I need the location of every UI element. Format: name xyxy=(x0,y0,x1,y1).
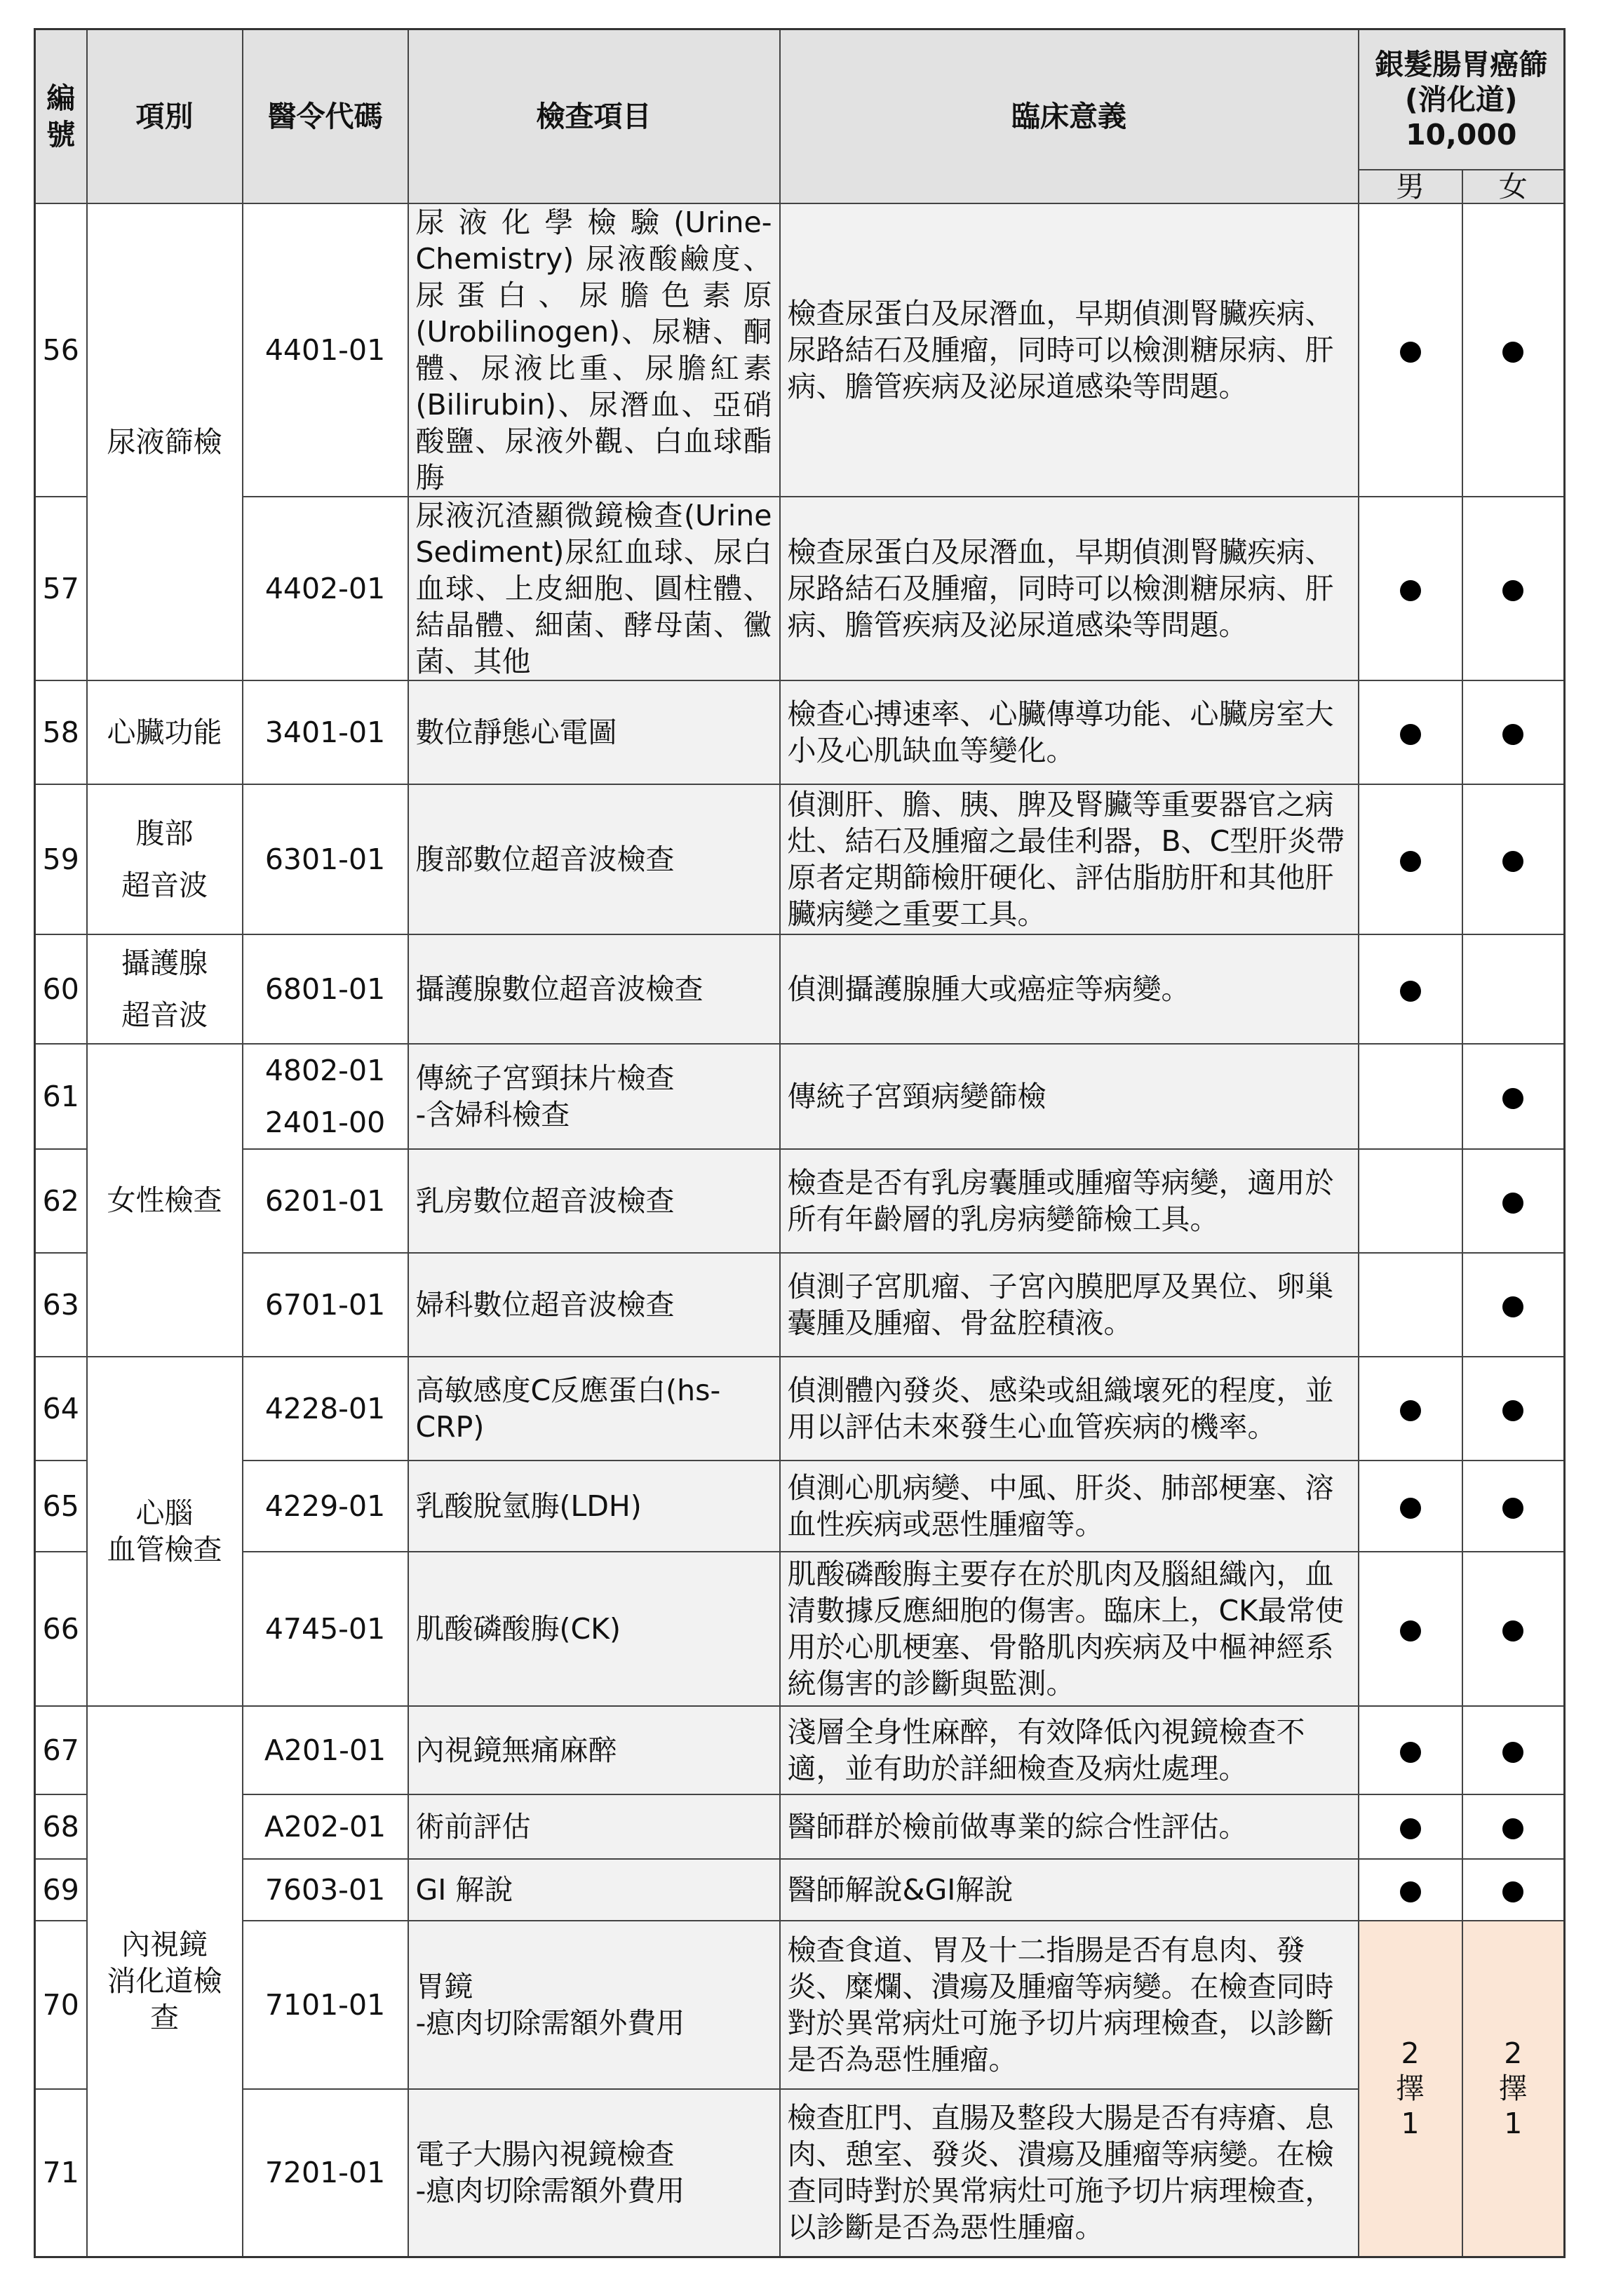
row-item: 傳統子宮頸抹片檢查 -含婦科檢查 xyxy=(408,1044,780,1149)
package-price: 10,000 xyxy=(1406,117,1517,152)
row-number: 63 xyxy=(35,1253,87,1357)
female-mark xyxy=(1462,1461,1565,1552)
category-endoscopy: 內視鏡 消化道檢查 xyxy=(87,1706,243,2257)
row-number: 68 xyxy=(35,1794,87,1859)
dot-icon xyxy=(1502,1400,1523,1421)
header-male: 男 xyxy=(1359,170,1462,203)
female-mark xyxy=(1462,1794,1565,1859)
female-mark xyxy=(1462,934,1565,1044)
row-item: 乳酸脫氫脢(LDH) xyxy=(408,1461,780,1552)
row-code: 6201-01 xyxy=(243,1149,408,1253)
row-meaning: 檢查肛門、直腸及整段大腸是否有痔瘡、息肉、憩室、發炎、潰瘍及腫瘤等病變。在檢查同時對於異常病灶可施予切片病理檢查，以診斷是否為惡性腫瘤。 xyxy=(780,2089,1359,2257)
row-meaning: 偵測體內發炎、感染或組織壞死的程度，並用以評估未來發生心血管疾病的機率。 xyxy=(780,1357,1359,1461)
exam-table xyxy=(34,28,1566,2258)
table-row xyxy=(35,1921,1565,2089)
dot-icon xyxy=(1502,1296,1523,1317)
row-code: 4401-01 xyxy=(243,203,408,497)
male-mark xyxy=(1359,1149,1462,1253)
dot-icon xyxy=(1400,1620,1421,1642)
row-meaning: 偵測攝護腺腫大或癌症等病變。 xyxy=(780,934,1359,1044)
row-item: 內視鏡無痛麻醉 xyxy=(408,1706,780,1794)
row-item: 乳房數位超音波檢查 xyxy=(408,1149,780,1253)
row-number: 57 xyxy=(35,497,87,680)
male-mark xyxy=(1359,1357,1462,1461)
table-row xyxy=(35,2089,1565,2257)
table-row xyxy=(35,497,1565,680)
row-meaning: 醫師群於檢前做專業的綜合性評估。 xyxy=(780,1794,1359,1859)
table-row xyxy=(35,680,1565,784)
header-category: 項別 xyxy=(87,29,243,203)
table-row xyxy=(35,934,1565,1044)
category-cardio: 心腦 血管檢查 xyxy=(87,1357,243,1706)
row-number: 61 xyxy=(35,1044,87,1149)
dot-icon xyxy=(1400,1881,1421,1902)
row-item: 尿液化學檢驗(Urine-Chemistry) 尿液酸鹼度、尿蛋白、尿膽色素原(Urobilinogen)、尿糖、酮體、尿液比重、尿膽紅素 (Bilirubin)、尿潛血、亞硝酸鹽、尿液外觀、白血球酯脢 xyxy=(408,203,780,497)
row-meaning: 檢查尿蛋白及尿潛血，早期偵測腎臟疾病、尿路結石及腫瘤，同時可以檢測糖尿病、肝病、膽管疾病及泌尿道感染等問題。 xyxy=(780,203,1359,497)
row-code: 7201-01 xyxy=(243,2089,408,2257)
dot-icon xyxy=(1400,1742,1421,1763)
male-mark xyxy=(1359,1044,1462,1149)
dot-icon xyxy=(1400,580,1421,601)
dot-icon xyxy=(1502,580,1523,601)
female-mark xyxy=(1462,680,1565,784)
header-package xyxy=(1359,29,1565,170)
row-code: 4228-01 xyxy=(243,1357,408,1461)
female-mark xyxy=(1462,1859,1565,1921)
table-row xyxy=(35,1044,1565,1149)
row-meaning: 偵測子宮肌瘤、子宮內膜肥厚及異位、卵巢囊腫及腫瘤、骨盆腔積液。 xyxy=(780,1253,1359,1357)
row-meaning: 檢查心搏速率、心臟傳導功能、心臟房室大小及心肌缺血等變化。 xyxy=(780,680,1359,784)
table-row xyxy=(35,784,1565,934)
dot-icon xyxy=(1502,1088,1523,1109)
dot-icon xyxy=(1400,981,1421,1002)
female-mark xyxy=(1462,1706,1565,1794)
dot-icon xyxy=(1400,851,1421,872)
row-meaning: 醫師解說&GI解說 xyxy=(780,1859,1359,1921)
table-row xyxy=(35,1461,1565,1552)
row-code: 4229-01 xyxy=(243,1461,408,1552)
row-code: 7101-01 xyxy=(243,1921,408,2089)
male-mark xyxy=(1359,1461,1462,1552)
table-row xyxy=(35,203,1565,497)
row-meaning: 檢查食道、胃及十二指腸是否有息肉、發炎、糜爛、潰瘍及腫瘤等病變。在檢查同時對於異常病灶可施予切片病理檢查，以診斷是否為惡性腫瘤。 xyxy=(780,1921,1359,2089)
row-meaning: 檢查是否有乳房囊腫或腫瘤等病變，適用於所有年齡層的乳房病變篩檢工具。 xyxy=(780,1149,1359,1253)
dot-icon xyxy=(1502,1818,1523,1839)
row-item: 胃鏡 -瘜肉切除需額外費用 xyxy=(408,1921,780,2089)
dot-icon xyxy=(1400,1498,1421,1519)
row-code: 4745-01 xyxy=(243,1552,408,1706)
dot-icon xyxy=(1400,1818,1421,1839)
male-mark xyxy=(1359,497,1462,680)
dot-icon xyxy=(1502,1881,1523,1902)
row-code: 3401-01 xyxy=(243,680,408,784)
row-number: 59 xyxy=(35,784,87,934)
row-number: 70 xyxy=(35,1921,87,2089)
female-choose-badge: 2 擇 1 xyxy=(1462,1921,1565,2257)
female-mark xyxy=(1462,497,1565,680)
category-heart: 心臟功能 xyxy=(87,680,243,784)
row-code: A201-01 xyxy=(243,1706,408,1794)
male-mark xyxy=(1359,1253,1462,1357)
header-item: 檢查項目 xyxy=(408,29,780,203)
dot-icon xyxy=(1502,1498,1523,1519)
female-mark xyxy=(1462,1044,1565,1149)
male-mark xyxy=(1359,1794,1462,1859)
male-mark xyxy=(1359,934,1462,1044)
header-number: 編 號 xyxy=(35,29,87,203)
female-mark xyxy=(1462,1253,1565,1357)
table-row xyxy=(35,1253,1565,1357)
female-mark xyxy=(1462,203,1565,497)
row-item: 婦科數位超音波檢查 xyxy=(408,1253,780,1357)
row-meaning: 淺層全身性麻醉，有效降低內視鏡檢查不適，並有助於詳細檢查及病灶處理。 xyxy=(780,1706,1359,1794)
dot-icon xyxy=(1400,1400,1421,1421)
table-row xyxy=(35,1794,1565,1859)
category-female: 女性檢查 xyxy=(87,1044,243,1357)
row-number: 60 xyxy=(35,934,87,1044)
dot-icon xyxy=(1502,724,1523,745)
row-code: 7603-01 xyxy=(243,1859,408,1921)
row-code: 6801-01 xyxy=(243,934,408,1044)
row-item: 腹部數位超音波檢查 xyxy=(408,784,780,934)
header-female: 女 xyxy=(1462,170,1565,203)
dot-icon xyxy=(1502,851,1523,872)
category-abdomen: 腹部 超音波 xyxy=(87,784,243,934)
row-number: 62 xyxy=(35,1149,87,1253)
row-meaning: 傳統子宮頸病變篩檢 xyxy=(780,1044,1359,1149)
dot-icon xyxy=(1502,1742,1523,1763)
row-number: 66 xyxy=(35,1552,87,1706)
row-number: 67 xyxy=(35,1706,87,1794)
category-urine: 尿液篩檢 xyxy=(87,203,243,680)
row-item: 數位靜態心電圖 xyxy=(408,680,780,784)
row-code: A202-01 xyxy=(243,1794,408,1859)
row-code: 4402-01 xyxy=(243,497,408,680)
male-mark xyxy=(1359,1859,1462,1921)
row-meaning: 偵測心肌病變、中風、肝炎、肺部梗塞、溶血性疾病或惡性腫瘤等。 xyxy=(780,1461,1359,1552)
row-item: 肌酸磷酸脢(CK) xyxy=(408,1552,780,1706)
male-mark xyxy=(1359,1552,1462,1706)
table-row xyxy=(35,1706,1565,1794)
dot-icon xyxy=(1400,724,1421,745)
row-meaning: 偵測肝、膽、胰、脾及腎臟等重要器官之病灶、結石及腫瘤之最佳利器，B、C型肝炎帶原者定期篩檢肝硬化、評估脂肪肝和其他肝臟病變之重要工具。 xyxy=(780,784,1359,934)
row-number: 56 xyxy=(35,203,87,497)
row-number: 69 xyxy=(35,1859,87,1921)
male-mark xyxy=(1359,1706,1462,1794)
table-row xyxy=(35,1859,1565,1921)
row-item: 尿液沉渣顯微鏡檢查(Urine Sediment)尿紅血球、尿白血球、上皮細胞、圓柱體、結晶體、細菌、酵母菌、黴 菌、其他 xyxy=(408,497,780,680)
male-choose-badge: 2 擇 1 xyxy=(1359,1921,1462,2257)
row-number: 65 xyxy=(35,1461,87,1552)
row-item: 術前評估 xyxy=(408,1794,780,1859)
category-prostate: 攝護腺 超音波 xyxy=(87,934,243,1044)
row-meaning: 肌酸磷酸脢主要存在於肌肉及腦組織內，血清數據反應細胞的傷害。臨床上，CK最常使用於心肌梗塞、骨骼肌肉疾病及中樞神經系統傷害的診斷與監測。 xyxy=(780,1552,1359,1706)
row-meaning: 檢查尿蛋白及尿潛血，早期偵測腎臟疾病、尿路結石及腫瘤，同時可以檢測糖尿病、肝病、膽管疾病及泌尿道感染等問題。 xyxy=(780,497,1359,680)
female-mark xyxy=(1462,1357,1565,1461)
table-row xyxy=(35,1357,1565,1461)
dot-icon xyxy=(1502,1620,1523,1642)
dot-icon xyxy=(1400,342,1421,363)
row-code: 6701-01 xyxy=(243,1253,408,1357)
male-mark xyxy=(1359,680,1462,784)
row-number: 58 xyxy=(35,680,87,784)
row-item: 攝護腺數位超音波檢查 xyxy=(408,934,780,1044)
table-row xyxy=(35,1552,1565,1706)
table-row xyxy=(35,1149,1565,1253)
row-number: 64 xyxy=(35,1357,87,1461)
row-number: 71 xyxy=(35,2089,87,2257)
row-item: GI 解說 xyxy=(408,1859,780,1921)
package-name: 銀髮腸胃癌篩 (消化道) xyxy=(1375,47,1548,116)
male-mark xyxy=(1359,784,1462,934)
header-meaning: 臨床意義 xyxy=(780,29,1359,203)
female-mark xyxy=(1462,1552,1565,1706)
row-item: 高敏感度C反應蛋白(hs-CRP) xyxy=(408,1357,780,1461)
female-mark xyxy=(1462,784,1565,934)
dot-icon xyxy=(1502,1193,1523,1214)
row-item: 電子大腸內視鏡檢查 -瘜肉切除需額外費用 xyxy=(408,2089,780,2257)
female-mark xyxy=(1462,1149,1565,1253)
row-code: 6301-01 xyxy=(243,784,408,934)
dot-icon xyxy=(1502,342,1523,363)
header-code: 醫令代碼 xyxy=(243,29,408,203)
male-mark xyxy=(1359,203,1462,497)
row-code: 4802-01 2401-00 xyxy=(243,1044,408,1149)
